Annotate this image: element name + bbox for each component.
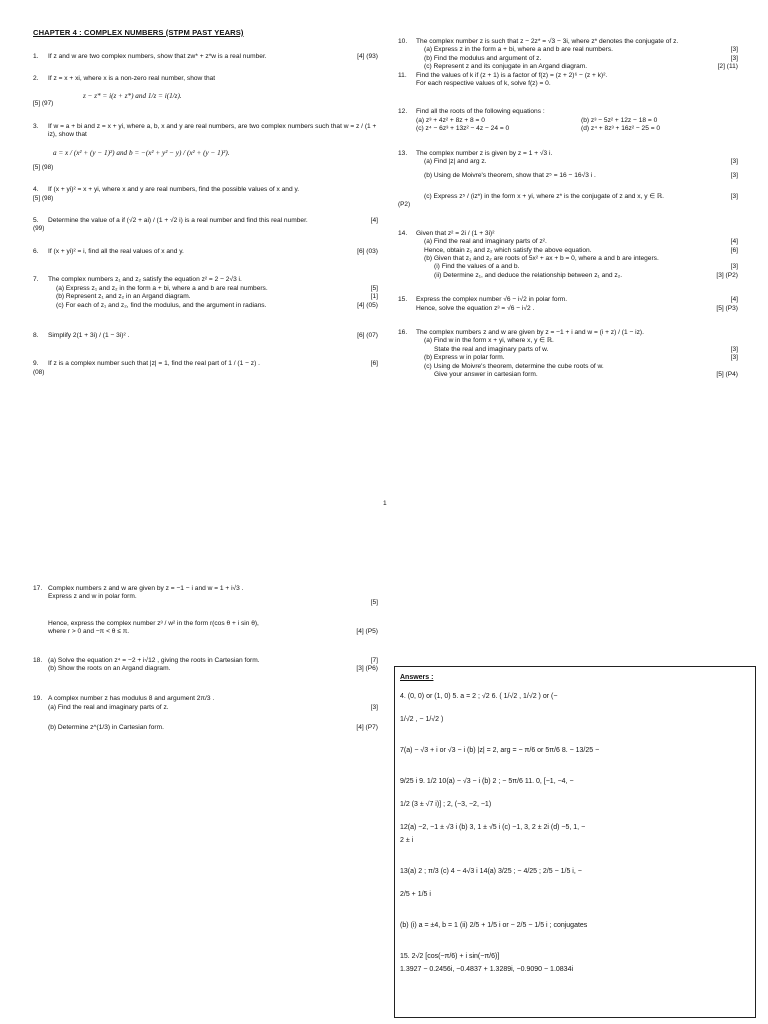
question-16: 16. The complex numbers z and w are given by z = −1 + i and w = (i + z) / (1 − iz). (a) Find w in the form x + yi, where x, y ∈ ℝ. State the real and imaginary parts of w. [3] (b) Express w in polar form. [3] (c) Using de Moivre's theorem, determine the cube roots of w. Give your answer in cartesian form. [5] (P4) [398, 328, 738, 378]
question-3: 3. If w = a + bi and z = x + yi, where a, b, x and y are real numbers, are two complex numbers such that w = z / (1 + iz), show that a = x / (x² + (y − 1)²) and b = −(x² + y² − y) / (x² + (y − 1)²). [5] (98) [33, 122, 377, 171]
answer-line: 12(a) −2, −1 ± √3 i (b) 3, 1 ± √5 i (c) −1, 3, 2 ± 2i (d) −5, 1, − [400, 824, 586, 831]
question-7: 7. The complex numbers z₁ and z₂ satisfy the equation z² = 2 − 2√3 i. (a) Express z₁ and z₂ in the form a + bi, where a and b are real numbers. [5] (b) Represent z₁ and z₂ in an Argand diagram. [1] (c) For each of z₁ and z₂, find the modulus, and the argument in radians. [4] (05) [33, 276, 378, 309]
question-19: 19. A complex number z has modulus 8 and argument 2π/3 . (a) Find the real and imaginary parts of z. [3] (b) Determine z^(1/3) in Cartesian form. [4] (P7) [33, 695, 378, 732]
question-9: 9. If z is a complex number such that |z| = 1, find the real part of 1 / (1 − z) . [6] (08) [33, 360, 378, 376]
question-13: 13. The complex number z is given by z = 1 + √3 i. (a) Find |z| and arg z. [3] (b) Using de Moivre's theorem, show that z⁵ = 16 − 16√3 i . [3] (c) Express z⁵ / (iz*) in the form x + yi, where z* is the conjugate of z and x, y ∈ ℝ. [3] (P2) [398, 149, 738, 209]
question-15: 15. Express the complex number √6 − i√2 in polar form. [4] Hence, solve the equation z³ = √6 − i√2 . [5] (P3) [398, 296, 738, 312]
answer-line: 9/25 i 9. 1/2 10(a) − √3 − i (b) 2 ; − 5π/6 11. 0, [−1, −4, − [400, 778, 574, 785]
question-7c: (c) For each of z₁ and z₂, find the modulus, and the argument in radians. [4] (05) [56, 301, 378, 309]
answers-title: Answers : [400, 674, 434, 681]
answer-line: 13(a) 2 ; π/3 (c) 4 − 4√3 i 14(a) 3/25 ; − 4/25 ; 2/5 − 1/5 i, − [400, 868, 582, 875]
answer-line: 7(a) − √3 + i or √3 − i (b) |z| = 2, arg = − π/6 or 5π/6 8. − 13/25 − [400, 747, 600, 754]
question-4: 4. If (x + yi)² = x + yi, where x and y are real numbers, find the possible values of x and y. [5] (98) [33, 186, 300, 202]
left-column-page-2 [33, 585, 378, 733]
answer-line: 15. 2√2 [cos(−π/6) + i sin(−π/6)] [400, 953, 500, 960]
question-18: 18. (a) Solve the equation z⁴ = −2 + i√12 , giving the roots in Cartesian form. [7] (b) Show the roots on an Argand diagram. [3] (P6) [33, 656, 378, 673]
answers-box [394, 666, 756, 1018]
question-12: 12. Find all the roots of the following equations : (a) z³ + 4z² + 8z + 8 = 0 (b) z³ − 5z² + 12z − 18 = 0 (c) z⁴ − 6z³ + 13z² − 4z − 24 = 0 (d) z⁴ + 8z³ + 16z² − 25 = 0 [398, 108, 661, 133]
left-column [33, 28, 378, 377]
answer-line: (b) (i) a = ±4, b = 1 (ii) 2/5 + 1/5 i or − 2/5 − 1/5 i ; conjugates [400, 922, 588, 929]
question-11: 11. Find the values of k if (z + 1) is a factor of f(z) = (z + 2)⁶ − (z + k)². For each respective values of k, solve f(z) = 0. [398, 71, 608, 88]
answer-line: 2/5 + 1/5 i [400, 891, 431, 898]
question-6: 6. If (x + yi)² = i, find all the real values of x and y. [6] (03) [33, 247, 378, 255]
chapter-title: CHAPTER 4 : COMPLEX NUMBERS (STPM PAST YEARS) [33, 28, 244, 37]
question-17: 17. Complex numbers z and w are given by z = −1 − i and w = 1 + i√3 . Express z and w in polar form. [5] Hence, express the complex number z³ / w² in the form r(cos θ + i sin θ), where r > 0 and −π < θ ≤ π. [4] (P5) [33, 585, 378, 636]
page-number: 1 [383, 500, 387, 507]
answer-line: 1/2 (3 ± √7 i)] ; 2, (−3, −2, −1) [400, 801, 492, 808]
right-column [398, 38, 738, 379]
answer-line: 2 ± i [400, 837, 414, 844]
question-7a: (a) Express z₁ and z₂ in the form a + bi, where a and b are real numbers. [5] [56, 284, 378, 292]
answer-line: 4. (0, 0) or (1, 0) 5. a = 2 ; √2 6. ( 1/√2 , 1/√2 ) or (− [400, 693, 558, 700]
question-5: 5. Determine the value of a if (√2 + ai) / (1 + √2 i) is a real number and find this real number. [4] (99) [33, 217, 378, 233]
answer-line: 1.3927 − 0.2456i, −0.4837 + 1.3289i, −0.9090 − 1.0834i [400, 966, 574, 973]
answer-line: 1/√2 , − 1/√2 ) [400, 716, 444, 723]
question-2: 2. If z = x + xi, where x is a non-zero real number, show that z − z* = i(z + z*) and 1/z = i(1/z). [5] (97) [33, 75, 216, 108]
question-10: 10. The complex number z is such that z − 2z* = √3 − 3i, where z* denotes the conjugate of z. (a) Express z in the form a + bi, where a and b are real numbers. [3] (b) Find the modulus and argument of z. [3] (c) Represent z and its conjugate in an Argand diagram. [2] (11) [398, 38, 738, 71]
question-8: 8. Simplify 2(1 + 3i) / (1 − 3i)² . [6] (07) [33, 331, 378, 339]
question-14: 14. Given that z² = 2i / (1 + 3i)² (a) Find the real and imaginary parts of z². [4] Hence, obtain z₁ and z₂ which satisfy the above equation. [6] (b) Given that z₁ and z₂ are roots of 5x² + ax + b = 0, where a and b are integers. (i) Find the values of a and b. [3] (ii) Determine z₁, and deduce the relationship between z₁ and z₂. [3] (P2) [398, 229, 738, 279]
question-7b: (b) Represent z₁ and z₂ in an Argand diagram. [1] [56, 293, 378, 301]
question-1: 1. If z and w are two complex numbers, show that zw* + z*w is a real number. [4] (93) [33, 53, 378, 60]
